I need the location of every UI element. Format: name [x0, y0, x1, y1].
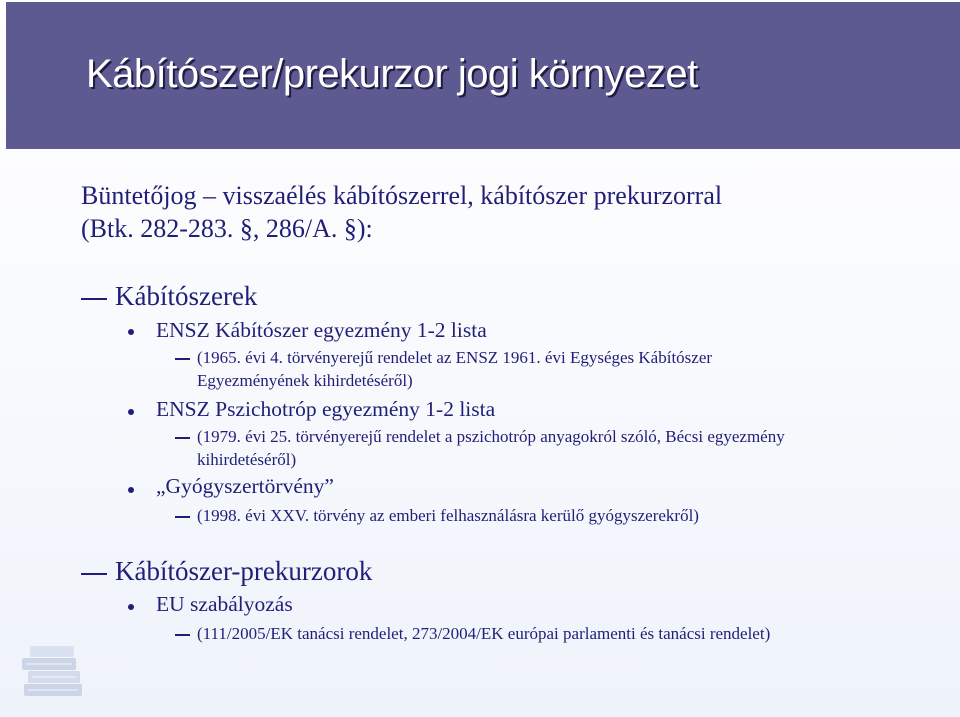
sub-dash	[175, 516, 190, 518]
sub-dash	[175, 437, 190, 439]
item-eu-regulation: EU szabályozás	[156, 592, 293, 616]
detail-un-psychotropic-2: kihirdetéséről)	[197, 450, 297, 469]
intro-line-2: (Btk. 282-283. §, 286/A. §):	[81, 214, 373, 243]
detail-un-psychotropic-1: (1979. évi 25. törvényerejű rendelet a pszichotróp anyagokról szóló, Bécsi egyezmény	[197, 427, 785, 446]
detail-eu-regulation: (111/2005/EK tanácsi rendelet, 273/2004/EK európai parlamenti és tanácsi rendelet)	[197, 624, 771, 643]
detail-un-narcotics-2: Egyezményének kihirdetéséről)	[197, 371, 413, 390]
detail-un-narcotics-1: (1965. évi 4. törvényerejű rendelet az ENSZ 1961. évi Egységes Kábítószer	[197, 348, 713, 367]
sub-dash	[175, 358, 190, 360]
item-un-narcotics: ENSZ Kábítószer egyezmény 1-2 lista	[156, 318, 487, 342]
item-medicines-act: „Gyógyszertörvény”	[156, 474, 334, 498]
section-dash	[81, 298, 107, 300]
title-bar	[6, 2, 960, 149]
slide-title: Kábítószer/prekurzor jogi környezet	[86, 52, 698, 96]
bullet	[128, 329, 134, 335]
bullet	[128, 604, 134, 610]
sub-dash	[175, 634, 190, 636]
section-heading-precursors: Kábítószer-prekurzorok	[115, 556, 373, 586]
section-dash	[81, 573, 107, 575]
bullet	[128, 487, 134, 493]
intro-line-1: Büntetőjog – visszaélés kábítószerrel, kábítószer prekurzorral	[81, 181, 723, 210]
item-un-psychotropic: ENSZ Pszichotróp egyezmény 1-2 lista	[156, 397, 496, 421]
bullet	[128, 409, 134, 415]
books-icon	[18, 640, 88, 704]
detail-medicines-act: (1998. évi XXV. törvény az emberi felhasználásra kerülő gyógyszerekről)	[197, 506, 699, 525]
section-heading-drugs: Kábítószerek	[115, 281, 258, 311]
